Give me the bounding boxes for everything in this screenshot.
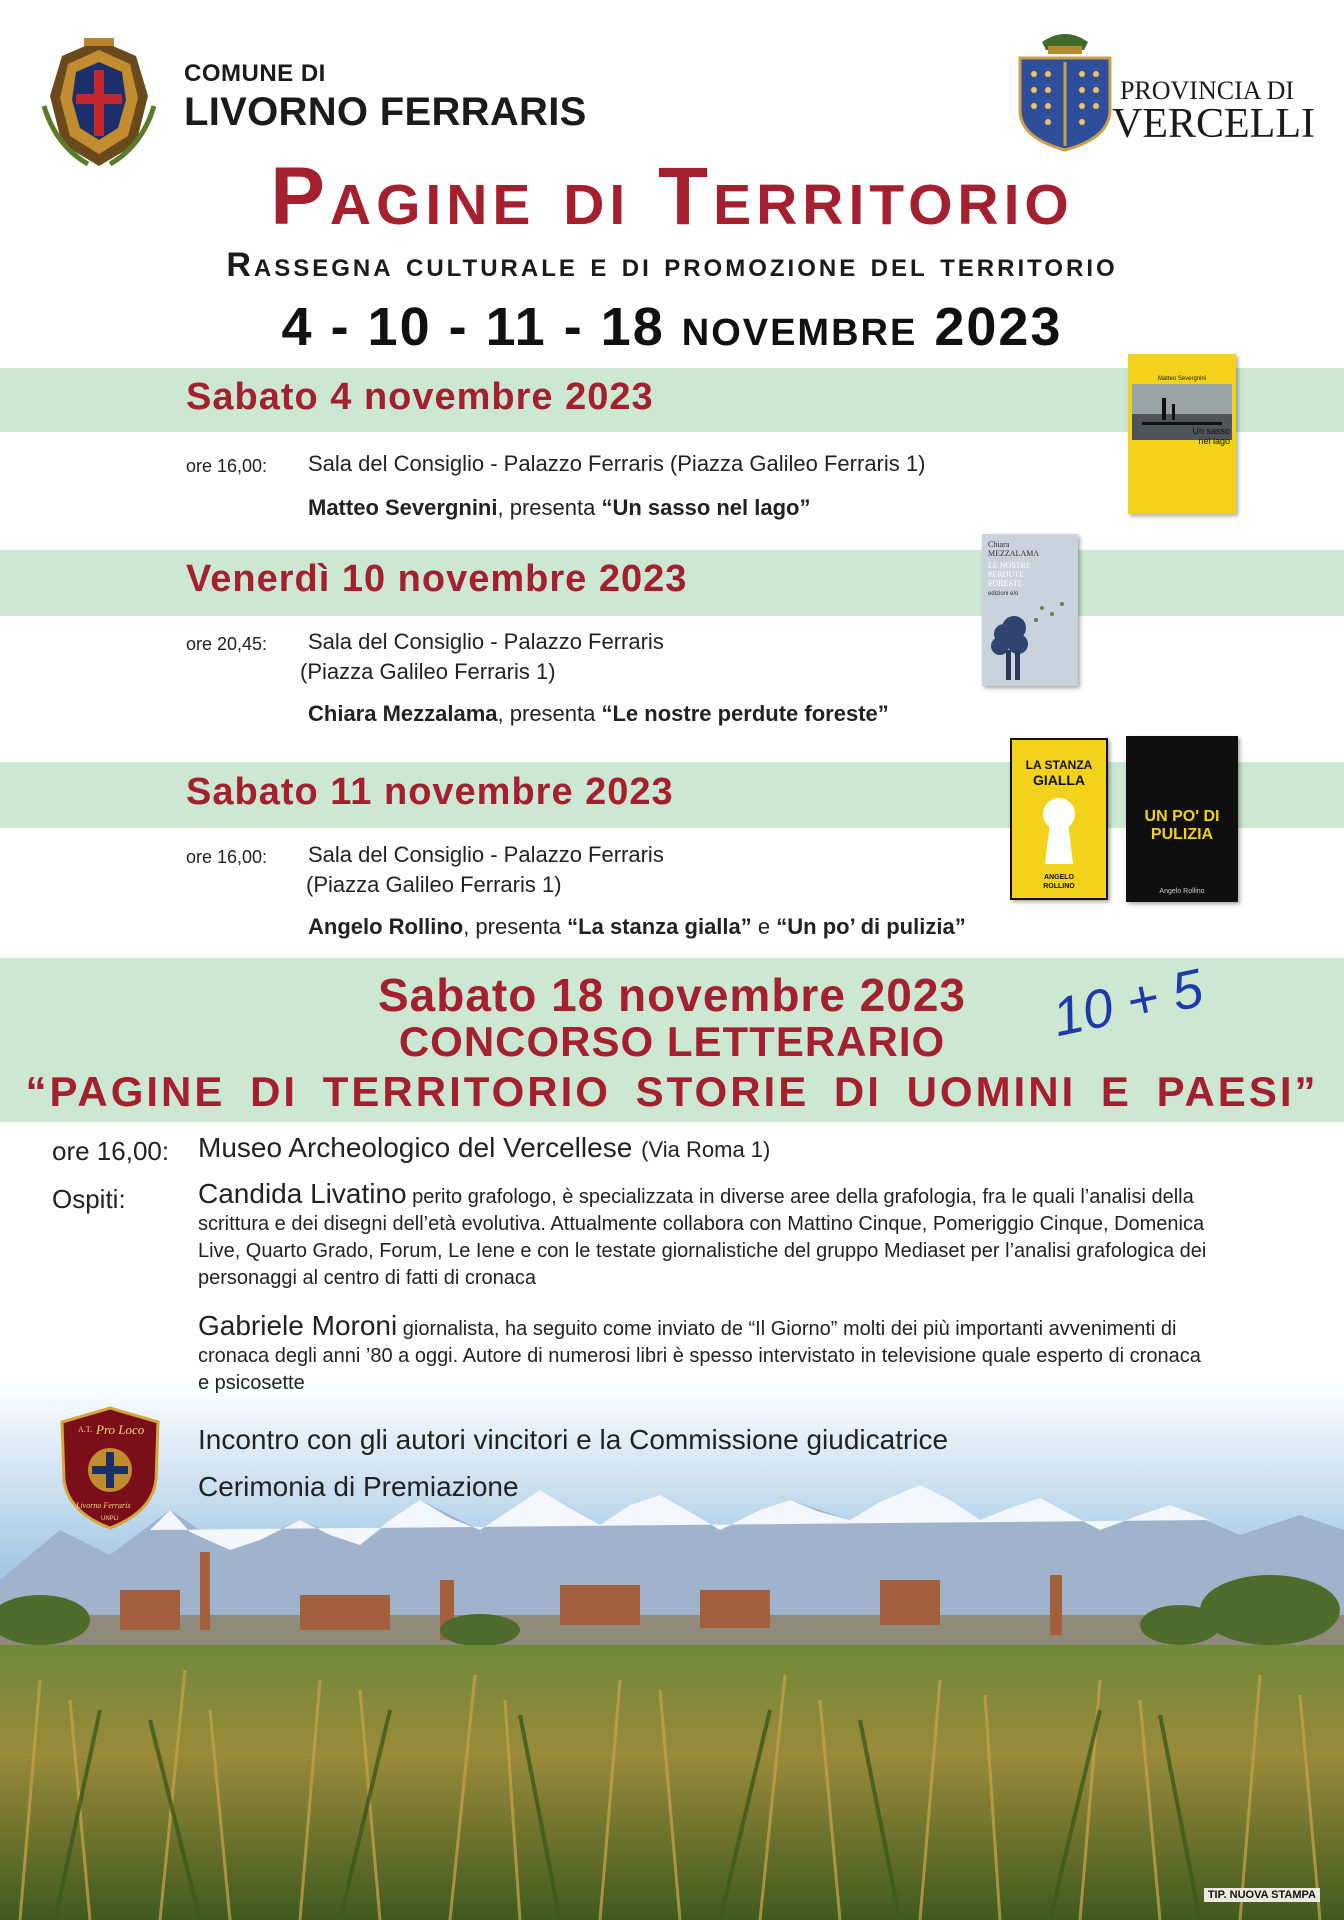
event-3-book-title: “La stanza gialla” [567,914,752,939]
book-cover-un-sasso-nel-lago [1128,354,1236,514]
event-2-presentation [308,701,889,727]
provincia-label: PROVINCIA DI [1119,76,1295,105]
book-2-title-l2: PERDUTE [988,570,1024,579]
guest-1-desc-l3: Live, Quarto Grado, Forum, Le Iene e con le testate giornalistiche del gruppo Mediaset per l’analisi grafologica dei [198,1240,1207,1262]
event-1-date: Sabato 4 novembre 2023 [186,376,654,418]
comune-name: LIVORNO FERRARIS [184,90,587,134]
guest-1-desc-l1: perito grafologo, è specializzata in diverse aree della grafologia, fra le quali l’analisi della [406,1186,1194,1208]
guest-1-name: Candida Livatino [198,1178,407,1209]
event-2-place-l2: (Piazza Galileo Ferraris 1) [300,659,556,684]
keyhole-icon [1039,796,1079,866]
guest-2-desc-l3: e psicosette [198,1372,305,1394]
book-3-author-l2: ROLLINO [1043,883,1075,890]
book-2-title-l3: FORESTE [988,579,1023,588]
event-3-time: ore 16,00: [186,847,268,867]
event-2-book-title: “Le nostre perdute foreste” [601,701,889,726]
book-1-title-l2: nel lago [1198,436,1230,446]
final-event-title: CONCORSO LETTERARIO [398,1018,946,1065]
book-3-author-l1: ANGELO [1044,874,1074,881]
guest-1 [198,1180,1278,1292]
guest-2-desc-l2: cronaca degli anni ’80 a oggi. Autore di numerosi libri è spesso intervistato in televisione quale esperto di cronaca [198,1345,1201,1367]
book-4-title-l1: UN PO' DI [1144,808,1220,825]
book-4-title-l2: PULIZIA [1150,826,1214,843]
event-3-date: Sabato 11 novembre 2023 [186,771,674,813]
guest-1-desc-l4: personaggi al centro di fatti di cronaca [198,1267,536,1289]
book-2-title-l1: LE NOSTRE [988,561,1031,570]
book-2-author-l1: Chiara [988,540,1010,549]
guests-label: Ospiti: [52,1184,126,1214]
final-address: (Via Roma 1) [641,1137,771,1162]
event-2-author: Chiara Mezzalama [308,701,498,726]
book-cover-la-stanza-gialla [1010,738,1108,900]
event-3-book-title-2: “Un po’ di pulizia” [776,914,966,939]
guest-2-desc-l1: giornalista, ha seguito come inviato de “Il Giorno” molti dei più importanti avvenimenti di [397,1318,1177,1340]
event-dates: 4 - 10 - 11 - 18 novembre 2023 [281,297,1063,357]
guest-2 [198,1312,1278,1397]
provincia-crest-logo [1012,28,1118,152]
guest-1-line1 [198,1180,1278,1211]
event-2-place-l1: Sala del Consiglio - Palazzo Ferraris [308,629,664,654]
page-title: Pagine di Territorio [270,151,1074,242]
pro-loco-l1: A.T. [78,1425,93,1434]
provincia-name: VERCELLI [1112,101,1315,147]
event-3-author: Angelo Rollino [308,914,464,939]
event-2-time: ore 20,45: [186,634,268,654]
guest-2-line1 [198,1312,1278,1343]
pro-loco-l2: Pro Loco [96,1422,145,1437]
event-1-book-title: “Un sasso nel lago” [601,495,811,520]
final-event-date: Sabato 18 novembre 2023 [377,969,967,1021]
event-1-place: Sala del Consiglio - Palazzo Ferraris (Piazza Galileo Ferraris 1) [308,451,926,476]
event-2-date: Venerdì 10 novembre 2023 [186,558,688,600]
comune-label: COMUNE DI [184,60,326,87]
event-2-presenta: , presenta [497,701,602,726]
event-1-time: ore 16,00: [186,456,268,476]
book-3-title-l2: GIALLA [1032,772,1086,788]
book-cover-le-nostre-perdute-foreste [982,534,1078,686]
book-2-illustration [982,594,1078,686]
handwritten-note: 10 + 5 [1047,957,1209,1049]
event-3-presenta: , presenta [463,914,568,939]
event-1-presentation [308,495,811,521]
book-2-author-l2: MEZZALAMA [988,549,1040,558]
event-3-conj: e [751,914,777,939]
guest-2-name: Gabriele Moroni [198,1310,398,1341]
event-3-presentation [308,914,966,940]
book-3-title-l1: LA STANZA [1025,758,1093,772]
book-4-author: Angelo Rollino [1159,888,1205,895]
book-1-title-l1: Un sasso [1192,426,1230,436]
closing-line-1: Incontro con gli autori vincitori e la Commissione giudicatrice [198,1424,949,1455]
pro-loco-logo [56,1404,164,1532]
event-3-place-l1: Sala del Consiglio - Palazzo Ferraris [308,842,664,867]
final-event-contest-name: “PAGINE DI TERRITORIO STORIE DI UOMINI E PAESI” [25,1068,1319,1115]
page-subtitle: Rassegna culturale e di promozione del territorio [226,246,1118,284]
pro-loco-l4: UNPLI [101,1516,119,1522]
book-1-author: Matteo Severgnini [1157,376,1207,382]
event-3-place-l2: (Piazza Galileo Ferraris 1) [306,872,562,897]
pro-loco-l3: Livorno Ferraris [76,1501,131,1510]
final-location [198,1132,770,1164]
guest-1-desc-l2: scrittura e dei disegni dell’età evolutiva. Attualmente collabora con Mattino Cinque, Pomeriggio Cinque, Domenica [198,1213,1205,1235]
final-place: Museo Archeologico del Vercellese [198,1132,633,1163]
event-1-author: Matteo Severgnini [308,495,498,520]
printer-credit: TIP. NUOVA STAMPA [1204,1888,1320,1902]
book-2-publisher: edizioni e/o [988,591,1019,597]
closing-line-2: Cerimonia di Premiazione [198,1471,519,1502]
landscape-background [0,1380,1344,1920]
event-1-presenta: , presenta [497,495,602,520]
book-cover-un-po-di-pulizia [1126,736,1238,902]
final-time: ore 16,00: [52,1136,170,1166]
